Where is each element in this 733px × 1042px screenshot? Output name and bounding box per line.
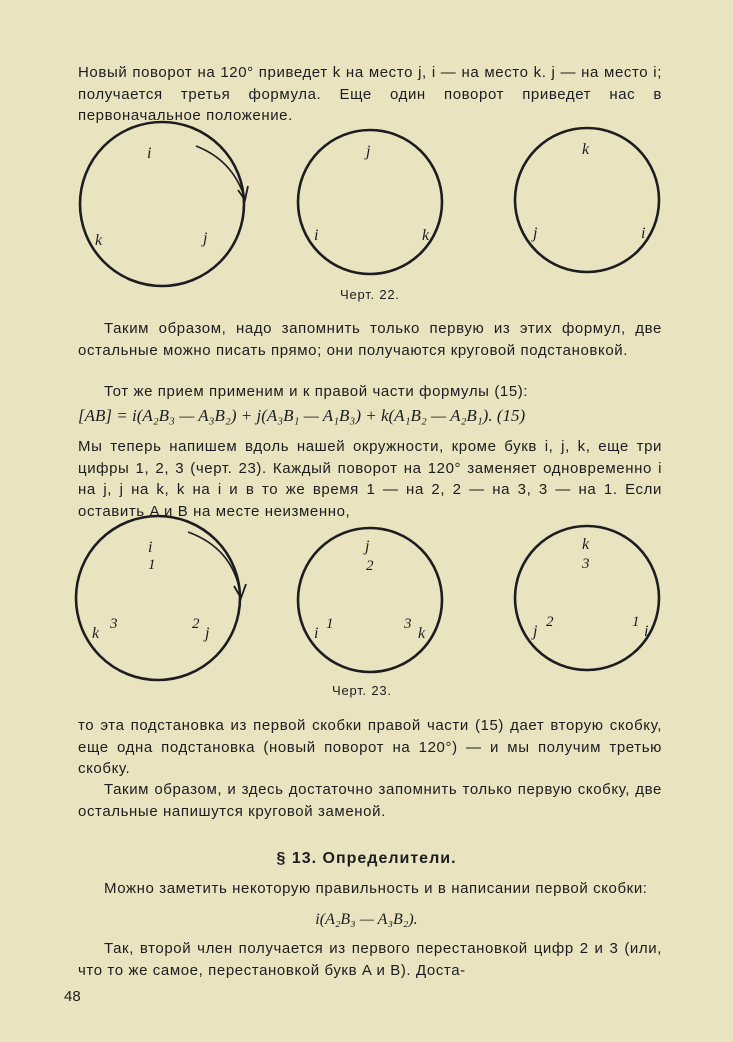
fig23-c1-right: j xyxy=(205,625,210,642)
fig22-circle-1 xyxy=(80,122,244,286)
fig23-c3-top: k xyxy=(582,536,590,553)
fig23-c1-right-num: 2 xyxy=(192,616,200,632)
fig23-c3-left: j xyxy=(533,623,538,640)
figure-23-caption: Черт. 23. xyxy=(332,683,392,698)
fig23-c1-top-num: 1 xyxy=(148,557,156,573)
paragraph-digits: Мы теперь напишем вдоль нашей окружности, кроме букв i, j, k, еще три цифры 1, 2, 3 (черт. 23). Каждый поворот на 120° заменяет одновременно i на j, j на k, k на i и в то же время 1 — на 2, 2 — на 3, 3 — на 1. Если оставить A и B на месте неизменно, xyxy=(78,438,662,520)
fig22-c2-left: i xyxy=(314,227,319,244)
fig23-c3-right: i xyxy=(644,623,649,640)
paragraph-method: Тот же прием применим и к правой части формулы (15): xyxy=(104,383,529,400)
section-heading: § 13. Определители. xyxy=(276,850,457,867)
paragraph-conclusion: Таким образом, и здесь достаточно запомнить только первую скобку, две остальные напишутся круговой заменой. xyxy=(78,781,662,820)
fig22-c3-top: k xyxy=(582,141,590,158)
fig23-c2-left: i xyxy=(314,625,319,642)
paragraph-summary: Таким образом, надо запомнить только первую из этих формул, две остальные можно писать прямо; они получаются круговой подстановкой. xyxy=(78,320,662,359)
fig23-c2-right-num: 3 xyxy=(404,616,412,632)
fig22-c1-right: j xyxy=(203,230,208,247)
figure-23 xyxy=(76,516,659,680)
fig23-circle-2 xyxy=(298,528,442,672)
fig23-c1-left-num: 3 xyxy=(110,616,118,632)
fig22-c1-top: i xyxy=(147,145,152,162)
fig22-c3-right: i xyxy=(641,225,646,242)
page-number: 48 xyxy=(64,988,81,1005)
fig23-c1-top: i xyxy=(148,539,153,556)
fig22-c2-top: j xyxy=(366,143,371,160)
fig22-c2-right: k xyxy=(422,227,430,244)
fig23-circle-1 xyxy=(76,516,240,680)
fig23-c3-top-num: 3 xyxy=(582,556,590,572)
fig23-c1-left: k xyxy=(92,625,100,642)
figure-22-caption: Черт. 22. xyxy=(340,287,400,302)
figure-22 xyxy=(80,122,659,286)
fig23-c3-left-num: 2 xyxy=(546,614,554,630)
paragraph-permutation: Так, второй член получается из первого перестановкой цифр 2 и 3 (или, что то же самое, перестановкой букв A и B). Доста- xyxy=(78,940,662,979)
paragraph-substitution: то эта подстановка из первой скобки правой части (15) дает вторую скобку, еще одна подстановка (новый поворот на 120°) — и мы получим третью скобку. xyxy=(78,717,662,777)
fig23-c2-top: j xyxy=(365,538,370,555)
fig22-c1-left: k xyxy=(95,232,103,249)
fig23-c2-left-num: 1 xyxy=(326,616,334,632)
formula-15: [AB] = i(A₂B₃ — A₃B₂) + j(A₃B₁ — A₁B₃) + k(A₁B₂ — A₂B₁). (15) xyxy=(78,406,526,425)
paragraph-regularity: Можно заметить некоторую правильность и в написании первой скобки: xyxy=(104,880,648,897)
fig22-c3-left: j xyxy=(533,225,538,242)
fig23-c2-top-num: 2 xyxy=(366,558,374,574)
fig23-c2-right: k xyxy=(418,625,426,642)
fig23-c3-right-num: 1 xyxy=(632,614,640,630)
paragraph-rotation: Новый поворот на 120° приведет k на место j, i — на место k. j — на место i; получается третья формула. Еще один поворот приведет нас в первоначальное положение. xyxy=(78,64,662,124)
formula-bracket: i(A₂B₃ — A₃B₂). xyxy=(315,911,418,928)
